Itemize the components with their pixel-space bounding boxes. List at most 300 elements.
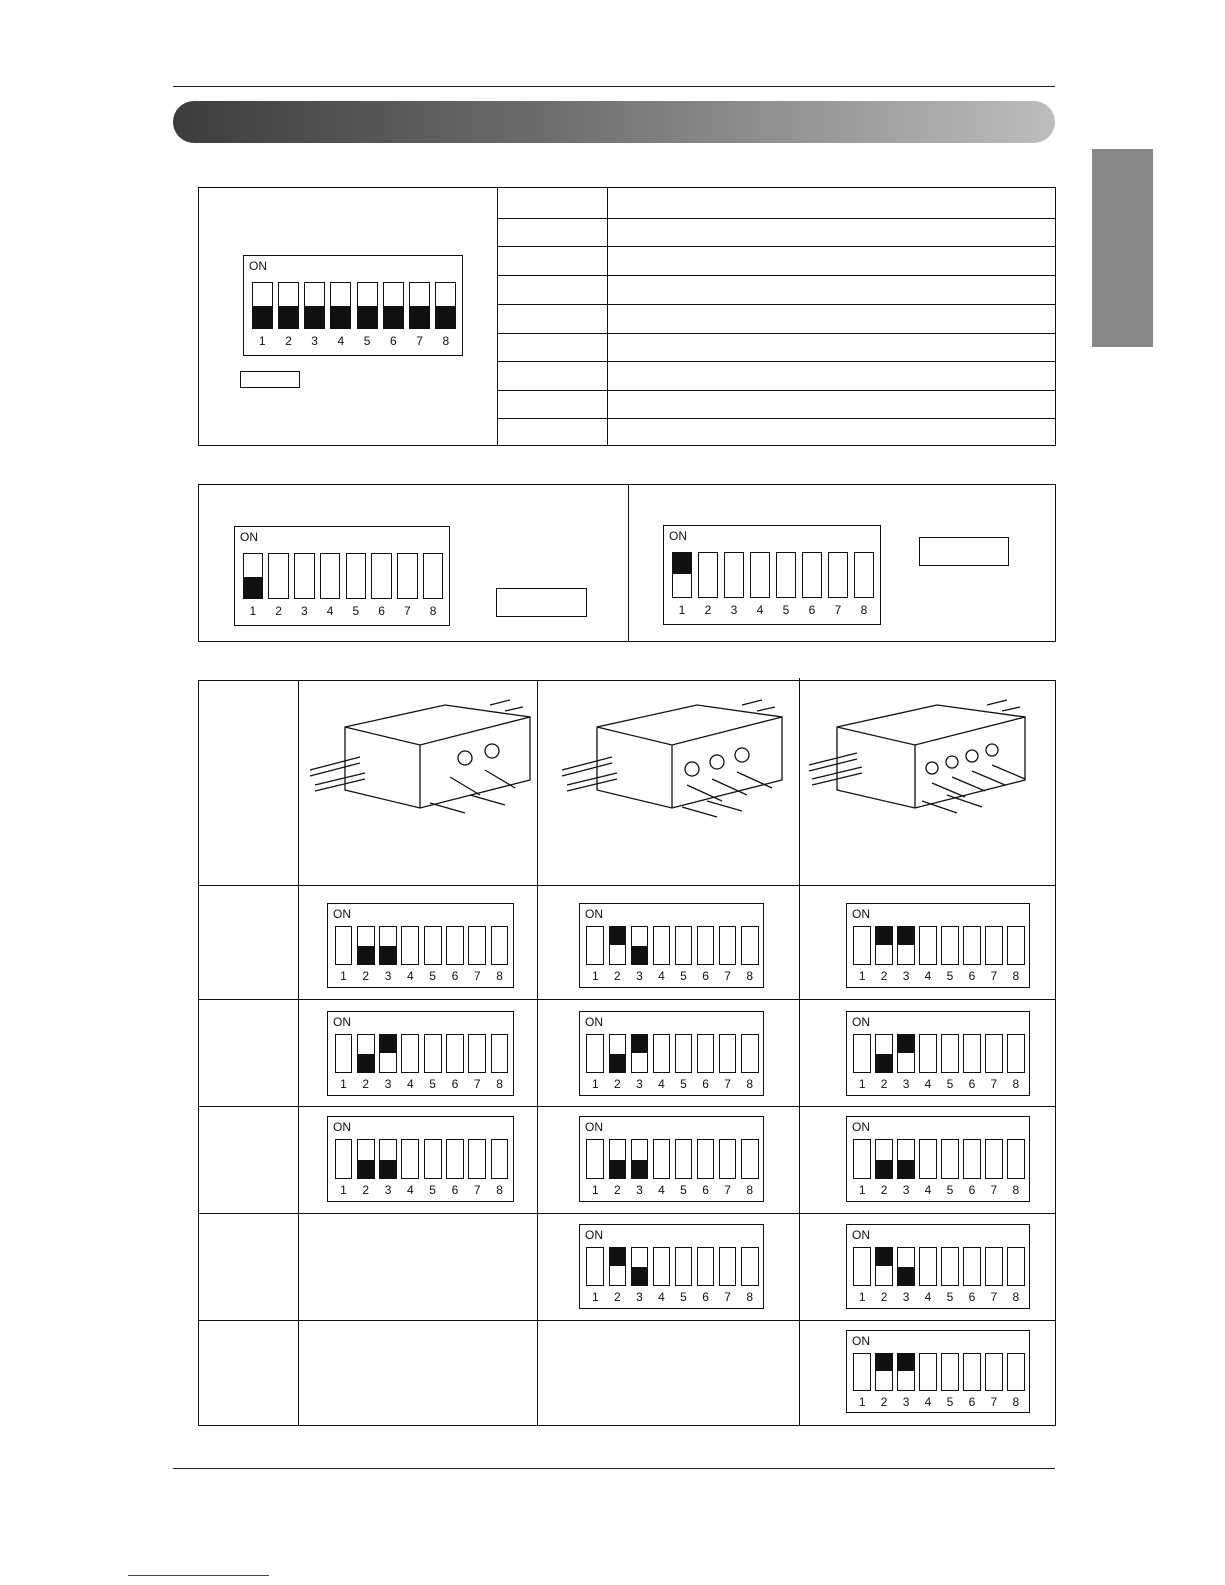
on-label: ON	[585, 1120, 603, 1134]
switch-number: 7	[473, 1077, 481, 1092]
switch-number: 1	[340, 1077, 347, 1092]
switch-lever	[1007, 1353, 1025, 1391]
switch-number: 3	[730, 603, 738, 617]
switch-knob	[876, 1054, 892, 1072]
switch-knob	[876, 1354, 892, 1371]
switch-number: 3	[384, 1077, 392, 1092]
switch-lever	[672, 552, 693, 598]
switch-lever	[853, 1247, 871, 1286]
switch-number: 2	[362, 969, 370, 984]
footer-rule	[173, 1468, 1055, 1469]
switch-number: 8	[429, 604, 437, 618]
switch-knob	[253, 306, 272, 327]
switch-lever	[1007, 1139, 1025, 1179]
switch-number: 7	[404, 604, 411, 618]
switch-lever	[371, 553, 392, 599]
on-label: ON	[333, 907, 351, 921]
switch-lever	[379, 1034, 397, 1073]
switch-lever	[875, 1247, 893, 1286]
switch-lever	[379, 1139, 397, 1179]
switch-number: 6	[378, 604, 385, 618]
switch-lever	[357, 282, 378, 328]
switch-lever	[424, 1139, 442, 1179]
unit-dip-switch-r2-c2	[579, 1011, 764, 1096]
switch-number: 8	[746, 1077, 754, 1092]
switch-number: 1	[591, 1290, 599, 1305]
switch-knob	[632, 1035, 648, 1053]
unit-table-col-3	[799, 678, 800, 1426]
switch-knob	[610, 1248, 626, 1266]
switch-lever	[802, 552, 823, 598]
switch-lever	[401, 1139, 419, 1179]
settings-row-line	[497, 361, 1056, 362]
switch-lever	[653, 1034, 671, 1073]
switch-knob	[331, 306, 350, 327]
unit-dip-switch-r3-c2	[579, 1116, 764, 1202]
switch-lever	[675, 1247, 693, 1286]
switch-lever	[1007, 1247, 1025, 1286]
switch-lever	[631, 1034, 649, 1073]
switch-knob	[410, 306, 429, 327]
switch-lever	[446, 926, 464, 965]
unit-dip-switch-r2-c1	[327, 1011, 514, 1096]
switch-knob	[358, 1054, 374, 1072]
switch-lever	[875, 1034, 893, 1073]
switch-lever	[897, 1247, 915, 1286]
switch-lever	[985, 1247, 1003, 1286]
switch-lever	[963, 1034, 981, 1073]
switch-number: 5	[352, 604, 360, 618]
switch-lever	[379, 926, 397, 965]
settings-row-line	[497, 246, 1056, 247]
switch-lever	[653, 926, 671, 965]
switch-number: 3	[636, 969, 643, 984]
on-label: ON	[240, 530, 258, 544]
switch-lever	[985, 1034, 1003, 1073]
settings-row-line	[497, 333, 1056, 334]
switch-number: 2	[614, 1077, 621, 1092]
switch-number: 3	[384, 1183, 392, 1198]
switch-lever	[897, 1353, 915, 1391]
switch-lever	[653, 1247, 671, 1286]
switch-lever	[491, 926, 509, 965]
switch-number: 1	[678, 603, 686, 617]
on-label: ON	[585, 907, 603, 921]
switch-lever	[335, 1034, 353, 1073]
switch-lever	[985, 1353, 1003, 1391]
switch-lever	[423, 553, 444, 599]
switch-lever	[609, 1139, 627, 1179]
switch-lever	[446, 1139, 464, 1179]
switch-number: 8	[496, 1077, 503, 1092]
switch-number: 4	[924, 1290, 932, 1305]
switch-number: 8	[442, 333, 450, 348]
switch-knob	[876, 1160, 892, 1178]
switch-lever	[446, 1034, 464, 1073]
on-label: ON	[852, 1120, 870, 1134]
switch-lever	[719, 1139, 737, 1179]
unit-dip-switch-r1-c2	[579, 903, 764, 988]
switch-number: 2	[880, 1077, 888, 1092]
switch-number: 2	[880, 1394, 888, 1409]
switch-lever	[698, 552, 719, 598]
switch-lever	[897, 1139, 915, 1179]
unit-table-row-line-2	[198, 999, 1056, 1000]
default-label-box	[240, 371, 300, 388]
switch-lever	[828, 552, 849, 598]
switch-number: 5	[680, 1077, 687, 1092]
switch-number: 3	[384, 969, 392, 984]
unit-dip-switch-r3-c3	[846, 1116, 1030, 1202]
switch-lever	[919, 926, 937, 965]
switch-lever	[294, 553, 315, 599]
switch-number: 5	[946, 969, 954, 984]
switch-knob	[610, 1054, 626, 1072]
switch-lever	[697, 1139, 715, 1179]
settings-row-line	[497, 418, 1056, 419]
unit-table-col-1	[298, 680, 299, 1426]
unit-dip-switch-r4-c3	[846, 1224, 1030, 1309]
switch-knob	[305, 306, 324, 327]
switch-knob	[358, 306, 377, 327]
switch-lever	[586, 1139, 604, 1179]
switch-number: 3	[902, 969, 910, 984]
switch-number: 4	[756, 603, 764, 617]
chapter-side-tab	[1092, 149, 1153, 347]
switch-number: 6	[808, 603, 816, 617]
switch-number: 4	[658, 1183, 665, 1198]
switch-number: 8	[1012, 969, 1020, 984]
switch-lever	[653, 1139, 671, 1179]
switch-number: 6	[968, 1394, 976, 1409]
switch-number: 8	[1012, 1077, 1020, 1092]
unit-dip-switch-r1-c3	[846, 903, 1030, 988]
switch-lever	[675, 1139, 693, 1179]
switch-number: 3	[902, 1290, 910, 1305]
on-label: ON	[852, 907, 870, 921]
switch-lever	[304, 282, 325, 328]
switch-lever	[741, 1034, 759, 1073]
switch-number: 2	[275, 604, 282, 618]
switch-number: 6	[702, 1183, 709, 1198]
switch-number: 4	[337, 333, 345, 348]
switch-number: 4	[924, 969, 932, 984]
switch-lever	[346, 553, 367, 599]
switch-number: 2	[704, 603, 712, 617]
switch-lever	[853, 926, 871, 965]
switch-number: 1	[858, 1183, 866, 1198]
switch-lever	[697, 926, 715, 965]
on-label: ON	[249, 259, 267, 273]
switch-lever	[985, 926, 1003, 965]
dip-settings-col-divider	[607, 187, 608, 446]
switch-number: 1	[858, 969, 866, 984]
switch-number: 5	[429, 969, 436, 984]
switch-lever	[401, 926, 419, 965]
switch-number: 8	[496, 969, 503, 984]
switch-lever	[491, 1034, 509, 1073]
switch-lever	[586, 1034, 604, 1073]
switch-number: 8	[1012, 1183, 1020, 1198]
switch-lever	[278, 282, 299, 328]
switch-number: 4	[924, 1394, 932, 1409]
switch-number: 7	[416, 333, 423, 348]
switch-number: 5	[782, 603, 790, 617]
on-label: ON	[852, 1334, 870, 1348]
switch-knob	[673, 553, 692, 574]
section-title-banner	[173, 101, 1055, 143]
switch-number: 1	[249, 604, 257, 618]
switch-lever	[776, 552, 797, 598]
switch-number: 5	[946, 1394, 954, 1409]
switch-number: 8	[860, 603, 868, 617]
switch-lever	[897, 1034, 915, 1073]
header-rule	[173, 86, 1055, 87]
switch-number: 1	[340, 969, 347, 984]
unit-dip-switch-r4-c2	[579, 1224, 764, 1309]
switch-number: 3	[636, 1077, 643, 1092]
switch-number: 1	[591, 969, 599, 984]
switch-knob	[610, 927, 626, 945]
unit-table-row-line-1	[198, 885, 1056, 886]
switch-number: 2	[880, 969, 888, 984]
switch-lever	[724, 552, 745, 598]
switch-number: 5	[680, 969, 687, 984]
switch-knob	[384, 306, 403, 327]
switch-lever	[609, 1247, 627, 1286]
switch-number: 3	[902, 1077, 910, 1092]
switch-lever	[963, 1353, 981, 1391]
switch-number: 4	[924, 1183, 932, 1198]
switch-lever	[741, 1247, 759, 1286]
switch-lever	[963, 926, 981, 965]
switch-lever	[243, 553, 264, 599]
switch-lever	[468, 1139, 486, 1179]
switch-number: 4	[924, 1077, 932, 1092]
switch-lever	[853, 1139, 871, 1179]
switch-lever	[719, 1034, 737, 1073]
switch-lever	[424, 926, 442, 965]
switch-number: 7	[990, 969, 998, 984]
switch-number: 2	[880, 1183, 888, 1198]
switch-knob	[380, 1035, 396, 1053]
switch-lever	[491, 1139, 509, 1179]
switch-lever	[750, 552, 771, 598]
switch-lever	[853, 1034, 871, 1073]
switch-number: 4	[407, 1077, 414, 1092]
on-label: ON	[852, 1015, 870, 1029]
switch-knob	[898, 1160, 914, 1178]
switch-number: 8	[746, 969, 754, 984]
switch-number: 6	[968, 1077, 976, 1092]
switch-number: 7	[724, 1077, 731, 1092]
on-label: ON	[852, 1228, 870, 1242]
on-label: ON	[333, 1015, 351, 1029]
switch-lever	[941, 1034, 959, 1073]
switch-number: 7	[834, 603, 842, 617]
switch-number: 4	[658, 1290, 665, 1305]
switch-number: 3	[636, 1290, 643, 1305]
switch-number: 7	[724, 969, 731, 984]
switch-lever	[268, 553, 289, 599]
switch-lever	[963, 1139, 981, 1179]
unit-dip-switch-r1-c1	[327, 903, 514, 988]
switch-number: 2	[880, 1290, 888, 1305]
unit-table-row-line-3	[198, 1106, 1056, 1107]
switch-number: 3	[301, 604, 308, 618]
switch-lever	[424, 1034, 442, 1073]
switch-number: 6	[702, 1290, 709, 1305]
switch-number: 6	[451, 1077, 459, 1092]
switch-number: 6	[390, 333, 397, 348]
switch-number: 3	[902, 1183, 910, 1198]
switch-knob	[279, 306, 298, 327]
dip-settings-divider	[497, 187, 498, 446]
switch-lever	[741, 1139, 759, 1179]
switch-number: 6	[451, 969, 459, 984]
switch-lever	[719, 926, 737, 965]
switch-lever	[631, 1247, 649, 1286]
unit-dip-switch-r2-c3	[846, 1011, 1030, 1096]
switch-number: 5	[363, 333, 371, 348]
switch-lever	[609, 1034, 627, 1073]
switch-knob	[876, 927, 892, 945]
switch-number: 8	[496, 1183, 503, 1198]
switch-number: 1	[858, 1077, 866, 1092]
switch-number: 8	[746, 1183, 754, 1198]
unit-dip-switch-r5-c3	[846, 1330, 1030, 1413]
switch-lever	[697, 1034, 715, 1073]
switch-number: 4	[658, 1077, 665, 1092]
switch-lever	[357, 926, 375, 965]
switch-lever	[401, 1034, 419, 1073]
switch-number: 3	[311, 333, 318, 348]
switch-number: 6	[968, 1290, 976, 1305]
switch-lever	[719, 1247, 737, 1286]
switch-number: 5	[680, 1290, 687, 1305]
settings-row-line	[497, 390, 1056, 391]
settings-row-line	[497, 218, 1056, 219]
four-port-unit-drawing	[807, 695, 1037, 855]
switch-number: 2	[362, 1183, 370, 1198]
switch-number: 1	[858, 1290, 866, 1305]
switch-lever	[435, 282, 456, 328]
switch-knob	[876, 1248, 892, 1266]
switch-lever	[919, 1139, 937, 1179]
switch-lever	[985, 1139, 1003, 1179]
switch-number: 6	[451, 1183, 459, 1198]
switch-lever	[397, 553, 418, 599]
three-port-unit-drawing	[557, 695, 787, 855]
switch-knob	[632, 946, 648, 964]
switch-number: 7	[724, 1290, 731, 1305]
switch-lever	[383, 282, 404, 328]
default-dip-switch-body	[243, 255, 463, 356]
switch-number: 1	[591, 1183, 599, 1198]
switch-lever	[675, 926, 693, 965]
mode-label-box-1	[496, 588, 587, 617]
switch-knob	[610, 1160, 626, 1178]
switch-lever	[897, 926, 915, 965]
mode-dip-switch-body-1	[234, 526, 450, 626]
switch-lever	[609, 926, 627, 965]
switch-number: 2	[614, 969, 621, 984]
switch-lever	[409, 282, 430, 328]
settings-row-line	[497, 275, 1056, 276]
switch-knob	[898, 1267, 914, 1285]
switch-lever	[330, 282, 351, 328]
switch-knob	[358, 946, 374, 964]
switch-lever	[468, 1034, 486, 1073]
switch-number: 5	[429, 1183, 436, 1198]
switch-number: 1	[858, 1394, 866, 1409]
switch-number: 7	[990, 1183, 998, 1198]
switch-number: 2	[362, 1077, 370, 1092]
switch-knob	[380, 1160, 396, 1178]
switch-lever	[1007, 926, 1025, 965]
switch-number: 8	[1012, 1394, 1020, 1409]
switch-number: 7	[990, 1394, 998, 1409]
switch-lever	[1007, 1034, 1025, 1073]
switch-lever	[335, 926, 353, 965]
switch-number: 4	[658, 969, 665, 984]
switch-number: 1	[340, 1183, 347, 1198]
switch-knob	[358, 1160, 374, 1178]
switch-number: 7	[473, 969, 481, 984]
switch-number: 3	[636, 1183, 643, 1198]
switch-knob	[436, 306, 455, 327]
switch-number: 7	[990, 1077, 998, 1092]
switch-knob	[898, 927, 914, 945]
switch-number: 4	[407, 1183, 414, 1198]
switch-number: 6	[968, 969, 976, 984]
switch-number: 8	[746, 1290, 754, 1305]
switch-number: 2	[614, 1290, 621, 1305]
switch-lever	[919, 1247, 937, 1286]
switch-lever	[357, 1034, 375, 1073]
switch-number: 7	[724, 1183, 731, 1198]
switch-lever	[631, 1139, 649, 1179]
switch-knob	[380, 946, 396, 964]
switch-number: 5	[429, 1077, 436, 1092]
mode-label-box-2	[919, 537, 1009, 566]
switch-knob	[244, 577, 263, 598]
switch-number: 6	[702, 969, 709, 984]
switch-lever	[697, 1247, 715, 1286]
switch-lever	[875, 1139, 893, 1179]
switch-lever	[854, 552, 875, 598]
switch-knob	[632, 1160, 648, 1178]
on-label: ON	[333, 1120, 351, 1134]
mode-table-divider	[628, 484, 629, 642]
switch-lever	[586, 1247, 604, 1286]
settings-row-line	[497, 304, 1056, 305]
switch-lever	[335, 1139, 353, 1179]
switch-number: 6	[968, 1183, 976, 1198]
unit-table-row-line-4	[198, 1213, 1056, 1214]
two-port-unit-drawing	[305, 695, 535, 855]
switch-number: 2	[614, 1183, 621, 1198]
switch-lever	[941, 1353, 959, 1391]
switch-lever	[741, 926, 759, 965]
mode-dip-switch-body-2	[663, 525, 881, 625]
unit-table-row-line-5	[198, 1320, 1056, 1321]
switch-lever	[875, 926, 893, 965]
switch-lever	[941, 1247, 959, 1286]
switch-lever	[357, 1139, 375, 1179]
switch-lever	[586, 926, 604, 965]
switch-lever	[963, 1247, 981, 1286]
